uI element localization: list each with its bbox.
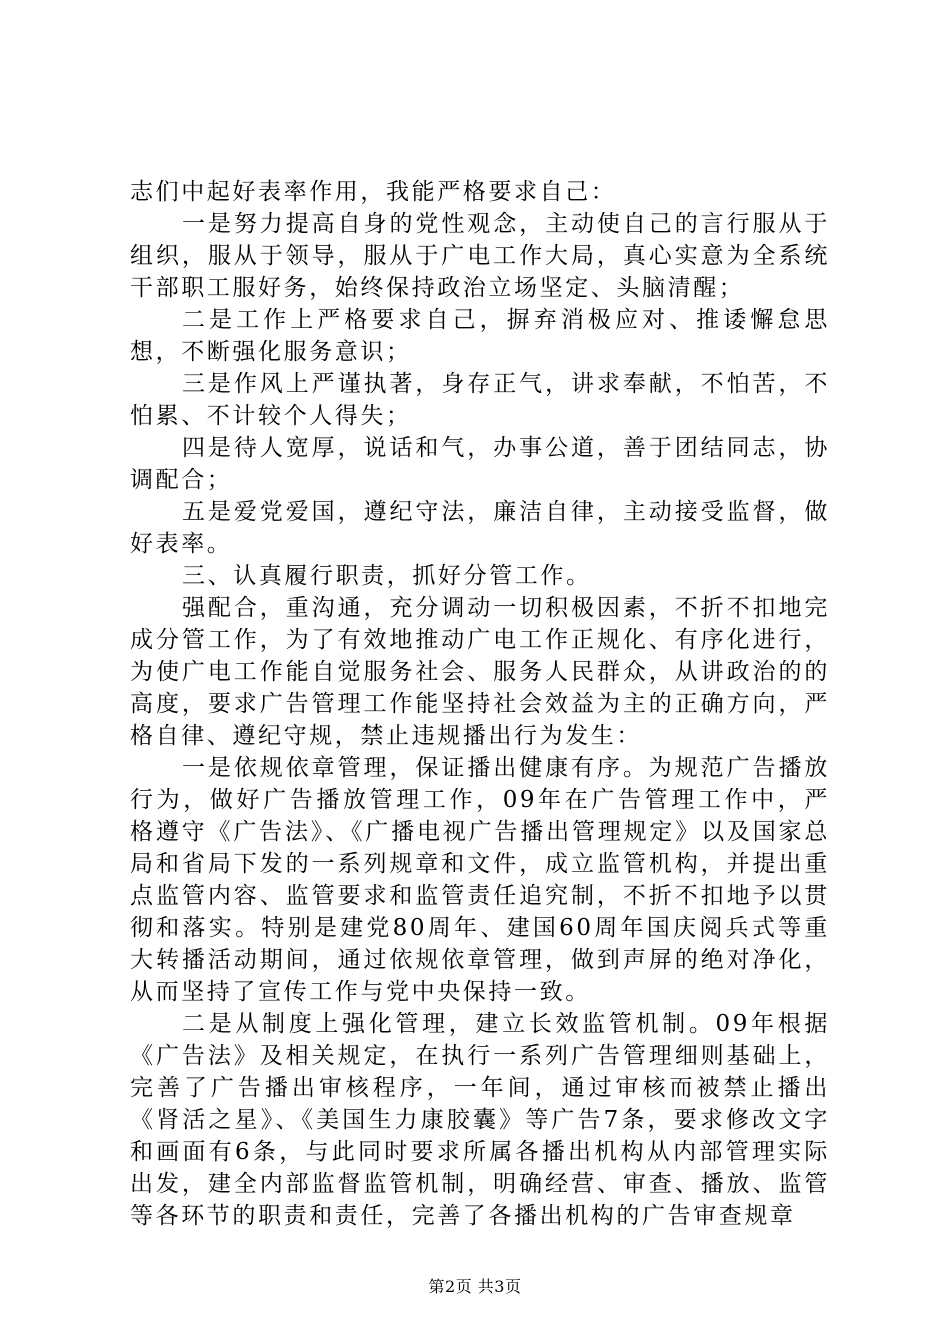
page-number-footer: 第2页 共3页 <box>428 1277 522 1296</box>
paragraph-7: 强配合，重沟通，充分调动一切积极因素，不折不扣地完成分管工作，为了有效地推动广电工作正规化、有序化进行，为使广电工作能自觉服务社会、服务人民群众，从讲政治的的高度，要求广告管理工作能坚持社会效益为主的正确方向，严格自律、遵纪守规，禁止违规播出行为发生： <box>130 595 830 749</box>
paragraph-0: 志们中起好表率作用，我能严格要求自己： <box>130 179 617 205</box>
section-heading: 三、认真履行职责，抓好分管工作。 <box>182 563 592 589</box>
paragraph-5: 五是爱党爱国，遵纪守法，廉洁自律，主动接受监督，做好表率。 <box>130 499 830 557</box>
paragraph-4: 四是待人宽厚，说话和气，办事公道，善于团结同志，协调配合； <box>130 435 830 493</box>
paragraph-2: 二是工作上严格要求自己，摒弃消极应对、推诿懈怠思想，不断强化服务意识； <box>130 307 830 365</box>
document-body <box>130 176 830 1232</box>
paragraph-1: 一是努力提高自身的党性观念，主动使自己的言行服从于组织，服从于领导，服从于广电工作大局，真心实意为全系统干部职工服好务，始终保持政治立场坚定、头脑清醒； <box>130 211 830 301</box>
paragraph-3: 三是作风上严谨执著，身存正气，讲求奉献，不怕苦，不怕累、不计较个人得失； <box>130 371 830 429</box>
paragraph-9: 二是从制度上强化管理，建立长效监管机制。09年根据《广告法》及相关规定，在执行一系列广告管理细则基础上，完善了广告播出审核程序，一年间，通过审核而被禁止播出《肾活之星》、《美国生力康胶囊》等广告7条，要求修改文字和画面有6条，与此同时要求所属各播出机构从内部管理实际出发，建全内部监督监管机制，明确经营、审查、播放、监管等各环节的职责和责任，完善了各播出机构的广告审查规章 <box>130 1011 830 1229</box>
paragraph-8: 一是依规依章管理，保证播出健康有序。为规范广告播放行为，做好广告播放管理工作，09年在广告管理工作中，严格遵守《广告法》、《广播电视广告播出管理规定》以及国家总局和省局下发的一系列规章和文件，成立监管机构，并提出重点监管内容、监管要求和监管责任追究制，不折不扣地予以贯彻和落实。特别是建党80周年、建国60周年国庆阅兵式等重大转播活动期间，通过依规依章管理，做到声屏的绝对净化，从而坚持了宣传工作与党中央保持一致。 <box>130 755 830 1005</box>
